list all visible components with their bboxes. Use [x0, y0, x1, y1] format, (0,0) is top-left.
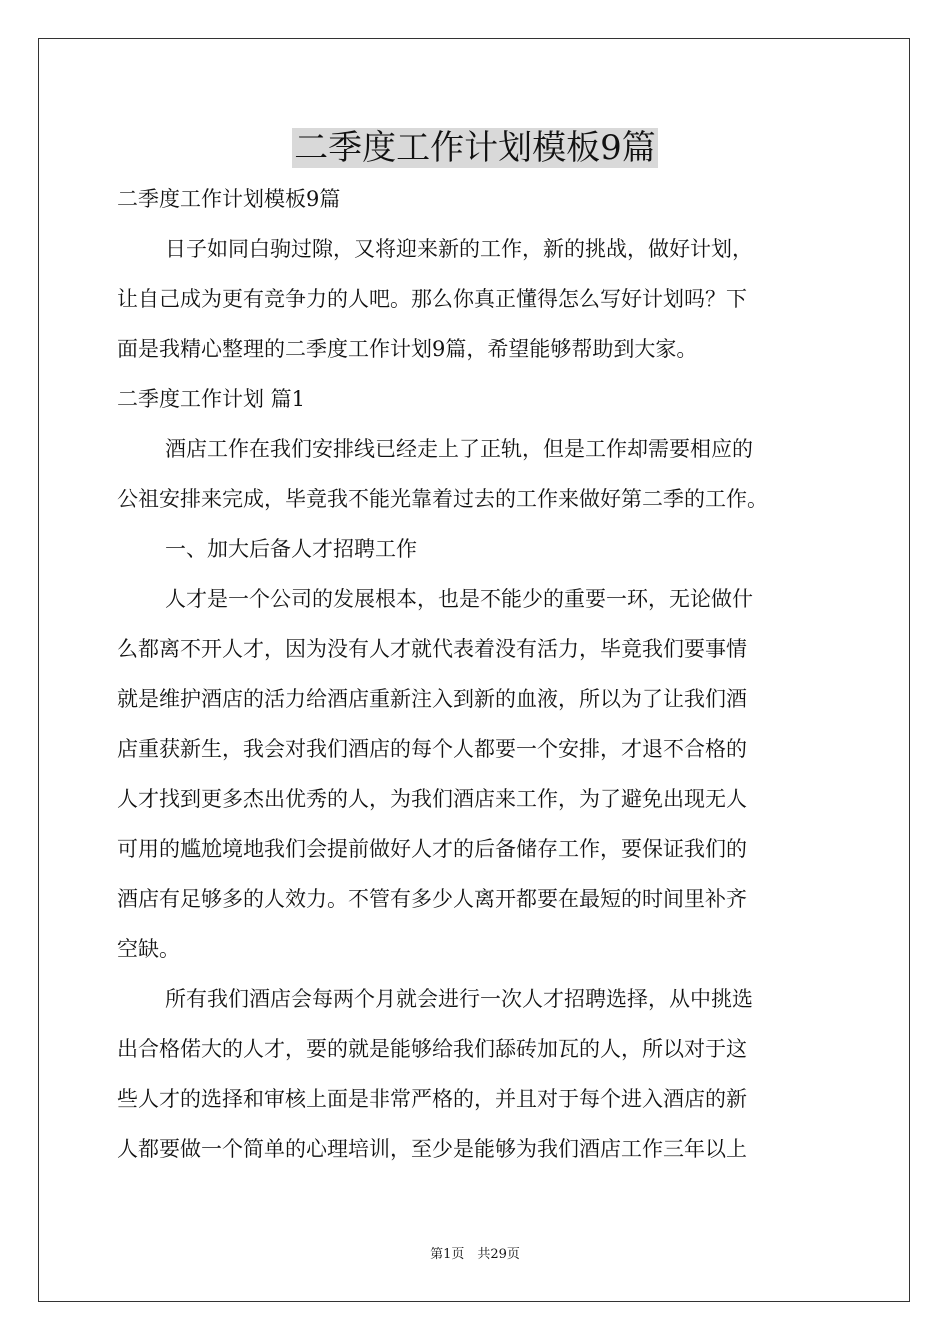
subtitle-line: 二季度工作计划模板9篇 — [117, 187, 341, 211]
paragraph-line: 人才找到更多杰出优秀的人，为我们酒店来工作，为了避免出现无人 — [117, 787, 747, 811]
paragraph-line: 出合格偌大的人才，要的就是能够给我们舔砖加瓦的人，所以对于这 — [117, 1037, 747, 1061]
paragraph-line: 人才是一个公司的发展根本，也是不能少的重要一环，无论做什 — [165, 587, 753, 611]
paragraph-line: 所有我们酒店会每两个月就会进行一次人才招聘选择，从中挑选 — [165, 987, 753, 1011]
paragraph-line: 人都要做一个简单的心理培训，至少是能够为我们酒店工作三年以上 — [117, 1137, 747, 1161]
paragraph-line: 公祖安排来完成，毕竟我不能光靠着过去的工作来做好第二季的工作。 — [117, 487, 768, 511]
paragraph-line: 酒店工作在我们安排线已经走上了正轨，但是工作却需要相应的 — [165, 437, 753, 461]
paragraph-line: 空缺。 — [117, 937, 180, 961]
paragraph-line: 让自己成为更有竞争力的人吧。那么你真正懂得怎么写好计划吗？下 — [117, 287, 747, 311]
subsection-heading: 一、加大后备人才招聘工作 — [165, 537, 417, 561]
paragraph-line: 店重获新生，我会对我们酒店的每个人都要一个安排，才退不合格的 — [117, 737, 747, 761]
document-title: 二季度工作计划模板9篇 — [294, 128, 656, 168]
section-heading: 二季度工作计划 篇1 — [117, 387, 306, 411]
paragraph-line: 可用的尴尬境地我们会提前做好人才的后备储存工作，要保证我们的 — [117, 837, 747, 861]
paragraph-line: 就是维护酒店的活力给酒店重新注入到新的血液，所以为了让我们酒 — [117, 687, 747, 711]
paragraph-line: 酒店有足够多的人效力。不管有多少人离开都要在最短的时间里补齐 — [117, 887, 747, 911]
paragraph-line: 面是我精心整理的二季度工作计划9篇，希望能够帮助到大家。 — [117, 337, 698, 361]
paragraph-line: 么都离不开人才，因为没有人才就代表着没有活力，毕竟我们要事情 — [117, 637, 747, 661]
paragraph-line: 些人才的选择和审核上面是非常严格的，并且对于每个进入酒店的新 — [117, 1087, 747, 1111]
page-number-footer: 第1页 共29页 — [430, 1247, 520, 1262]
paragraph-line: 日子如同白驹过隙，又将迎来新的工作，新的挑战，做好计划， — [165, 237, 753, 261]
